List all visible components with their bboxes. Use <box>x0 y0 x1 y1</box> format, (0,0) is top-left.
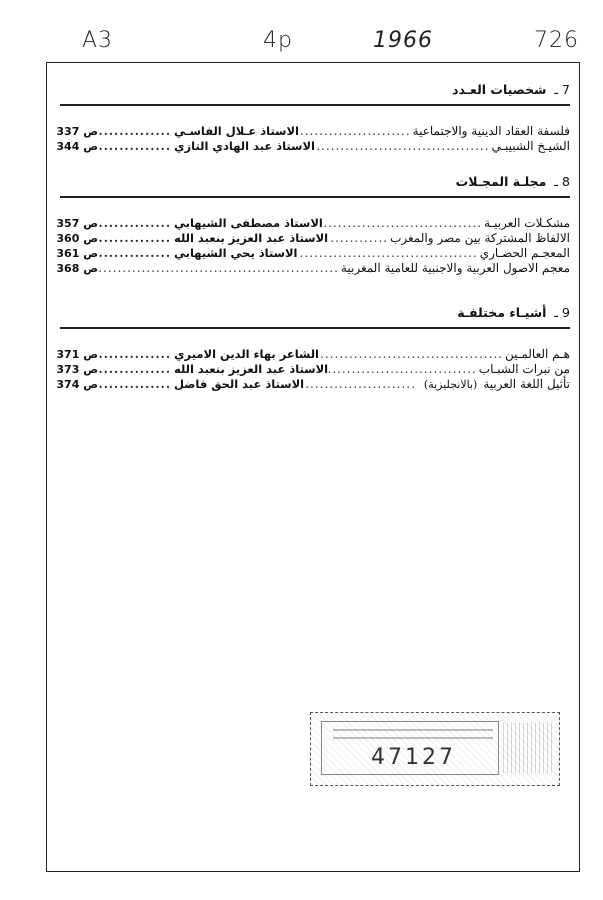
section-number: 9 ـ <box>554 305 570 320</box>
entry-page: ص 373 <box>56 363 98 376</box>
entry-title: فلسفة العقاد الدينية والاجتماعية <box>412 124 570 138</box>
toc-entry <box>56 261 570 276</box>
section-heading: شخصيات العـدد <box>452 82 547 97</box>
stamp-text-line <box>333 729 493 731</box>
leader-dots <box>315 139 492 154</box>
leader-dots <box>98 139 174 154</box>
section-9 <box>56 305 570 392</box>
leader-dots <box>98 261 341 276</box>
entry-title: هـم العالمـين <box>505 347 570 361</box>
toc-entry <box>56 377 570 392</box>
leader-dots <box>319 347 505 362</box>
entry-page: ص 371 <box>56 348 98 361</box>
section-rule <box>60 196 570 198</box>
section-title <box>60 305 570 320</box>
entry-page: ص 360 <box>56 232 98 245</box>
leader-dots <box>98 246 174 261</box>
section-number: 8 ـ <box>554 174 570 189</box>
handwritten-year: 1966 <box>373 28 433 53</box>
entry-title: تأثيل اللغة العربية <box>483 377 570 391</box>
entry-page: ص 357 <box>56 217 98 230</box>
toc-entry <box>56 124 570 139</box>
entry-author: الاستاذ عـلال الفاسـي <box>174 124 299 138</box>
leader-dots <box>98 216 174 231</box>
handwritten-page-number: 726 <box>534 28 579 53</box>
leader-dots <box>98 231 174 246</box>
leader-dots <box>98 347 174 362</box>
toc-entry <box>56 231 570 246</box>
entry-title: معجم الاصول العربية والاجنبية للعامية المغربية <box>340 261 570 275</box>
stamp-text-line <box>333 737 493 739</box>
toc-entry <box>56 347 570 362</box>
leader-dots <box>98 362 174 377</box>
section-heading: أشيـاء مختلفـة <box>457 305 547 320</box>
entry-title: المعجـم الحضـاري <box>479 246 570 260</box>
entry-title: من نبرات الشبـاب <box>478 362 570 376</box>
section-heading: مجلـة المجـلات <box>455 174 547 189</box>
toc-entry <box>56 139 570 154</box>
handwritten-note: 4p <box>263 28 293 53</box>
stamp-accession-number: 47127 <box>371 745 456 770</box>
stamp-seal <box>503 723 553 773</box>
entry-title: الالفاظ المشتركة بين مصر والمغرب <box>390 231 570 245</box>
entry-author: الاستاذ مصطفى الشيهابي <box>174 216 323 230</box>
section-title <box>60 174 570 189</box>
library-stamp <box>310 712 560 786</box>
entry-author: الاستاذ يحي الشيهابي <box>174 246 298 260</box>
leader-dots <box>328 231 390 246</box>
leader-dots <box>299 124 413 139</box>
leader-dots <box>98 377 174 392</box>
toc-entry <box>56 246 570 261</box>
section-rule <box>60 104 570 106</box>
section-7 <box>56 82 570 154</box>
leader-dots <box>304 377 418 392</box>
entry-page: ص 368 <box>56 262 98 275</box>
entry-author: الشاعر بهاء الدين الاميري <box>174 347 319 361</box>
section-rule <box>60 327 570 329</box>
entry-title: الشيـخ الشبيبـي <box>491 139 570 153</box>
toc-entry <box>56 216 570 231</box>
entry-page: ص 374 <box>56 378 98 391</box>
entry-author: الاستاذ عبد الحق فاضل <box>174 377 305 391</box>
entry-author: الاستاذ عبد الهادي التازي <box>174 139 315 153</box>
section-number: 7 ـ <box>554 82 570 97</box>
section-8 <box>56 174 570 276</box>
leader-dots <box>323 216 484 231</box>
entry-page: ص 344 <box>56 140 98 153</box>
entry-page: ص 337 <box>56 125 98 138</box>
leader-dots <box>298 246 480 261</box>
entry-note: (بالانجليزية) <box>423 378 478 391</box>
leader-dots <box>98 124 174 139</box>
section-title <box>60 82 570 97</box>
entry-author: الاستاذ عبد العزيز بنعبد الله <box>174 231 329 245</box>
leader-dots <box>328 362 479 377</box>
entry-title: مشكـلات العربيـة <box>484 216 570 230</box>
entry-page: ص 361 <box>56 247 98 260</box>
toc-entry <box>56 362 570 377</box>
handwritten-archive-code: A3 <box>82 28 114 53</box>
entry-author: الاستاذ عبد العزيز بنعبد الله <box>174 362 329 376</box>
